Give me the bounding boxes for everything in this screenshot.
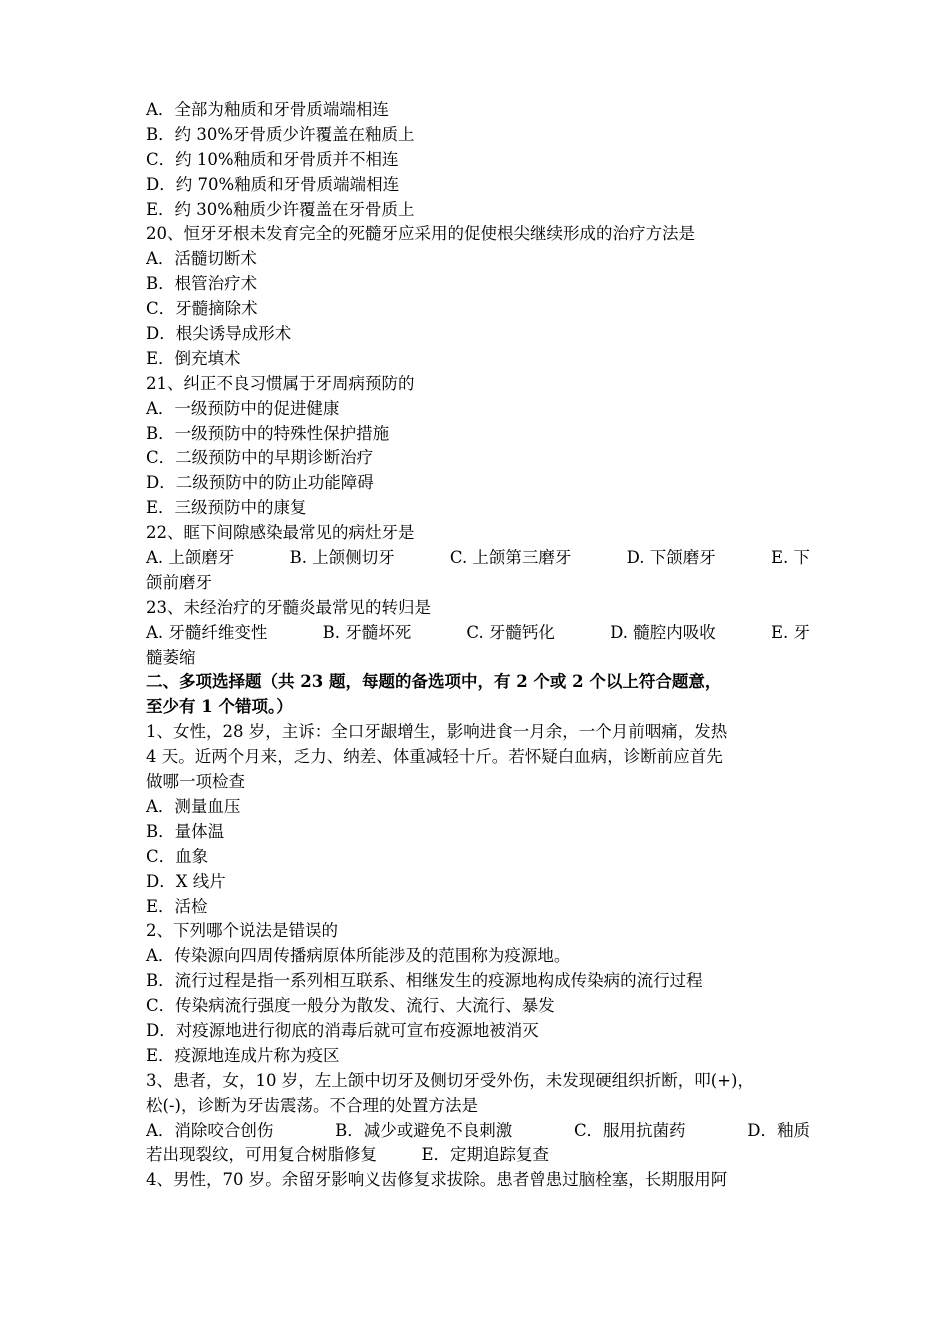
mq3-option-d-continued: 若出现裂纹，可用复合树脂修复 xyxy=(146,1145,377,1165)
q23-option-d: D. 髓腔内吸收 xyxy=(610,622,716,642)
q20-option-d: D．根尖诱导成形术 xyxy=(146,324,292,344)
q22-option-b: B. 上颌侧切牙 xyxy=(289,548,395,568)
mq3-options-row-2 xyxy=(146,1143,810,1168)
mq3-line-1: 3、患者，女，10 岁，左上颌中切牙及侧切牙受外伤，未发现硬组织折断，叩(+)， xyxy=(146,1070,754,1090)
q21-option-c: C．二级预防中的早期诊断治疗 xyxy=(146,448,374,468)
mq3-line-2: 松(-)，诊断为牙齿震荡。不合理的处置方法是 xyxy=(146,1095,478,1115)
mq1-option-b: B．量体温 xyxy=(146,821,225,841)
mq4-line-1: 4、男性，70 岁。余留牙影响义齿修复求拔除。患者曾患过脑栓塞，长期服用阿 xyxy=(146,1170,728,1190)
q23-option-b: B. 牙髓坏死 xyxy=(322,622,412,642)
q23-option-a: A. 牙髓纤维变性 xyxy=(146,622,268,642)
q21-option-b: B．一级预防中的特殊性保护措施 xyxy=(146,423,390,443)
option-e: E．约 30%釉质少许覆盖在牙骨质上 xyxy=(146,199,415,219)
mq1-line-2: 4 天。近两个月来，乏力、纳差、体重减轻十斤。若怀疑白血病，诊断前应首先 xyxy=(146,747,723,767)
mq1-option-d: D．X 线片 xyxy=(146,871,226,891)
option-c: C．约 10%釉质和牙骨质并不相连 xyxy=(146,149,399,169)
mq3-option-d: D．釉质 xyxy=(747,1120,810,1140)
q23-option-e-continued: 髓萎缩 xyxy=(146,647,196,667)
q21-option-e: E．三级预防中的康复 xyxy=(146,498,307,518)
question-20: 20、恒牙牙根未发育完全的死髓牙应采用的促使根尖继续形成的治疗方法是 xyxy=(146,224,695,244)
q23-options-row xyxy=(146,621,810,646)
option-d: D．约 70%釉质和牙骨质端端相连 xyxy=(146,174,400,194)
q22-options-row xyxy=(146,546,810,571)
q21-option-a: A．一级预防中的促进健康 xyxy=(146,398,340,418)
mq2-option-e: E．疫源地连成片称为疫区 xyxy=(146,1045,340,1065)
q22-option-e: E. 下 xyxy=(770,548,810,568)
q22-option-c: C. 上颌第三磨牙 xyxy=(449,548,572,568)
option-b: B．约 30%牙骨质少许覆盖在釉质上 xyxy=(146,124,415,144)
q20-option-b: B．根管治疗术 xyxy=(146,274,258,294)
mq2-option-a: A．传染源向四周传播病原体所能涉及的范围称为疫源地。 xyxy=(146,946,571,966)
mq2-option-d: D．对疫源地进行彻底的消毒后就可宣布疫源地被消灭 xyxy=(146,1020,539,1040)
mq3-option-c: C．服用抗菌药 xyxy=(573,1120,686,1140)
mq2-option-c: C．传染病流行强度一般分为散发、流行、大流行、暴发 xyxy=(146,996,555,1016)
q20-option-a: A．活髓切断术 xyxy=(146,249,257,269)
mq1-option-a: A．测量血压 xyxy=(146,796,241,816)
section-2-heading-continued: 至少有 1 个错项。） xyxy=(146,697,293,717)
mq2-option-b: B．流行过程是指一系列相互联系、相继发生的疫源地构成传染病的流行过程 xyxy=(146,971,703,991)
document-page xyxy=(146,98,810,1193)
q21-option-d: D．二级预防中的防止功能障碍 xyxy=(146,473,374,493)
mq1-line-3: 做哪一项检查 xyxy=(146,772,245,792)
option-a: A．全部为釉质和牙骨质端端相连 xyxy=(146,100,389,119)
question-23: 23、未经治疗的牙髓炎最常见的转归是 xyxy=(146,597,431,617)
mq3-option-b: B．减少或避免不良刺激 xyxy=(335,1120,513,1140)
section-2-heading: 二、多项选择题（共 23 题，每题的备选项中，有 2 个或 2 个以上符合题意， xyxy=(146,672,722,692)
q20-option-e: E．倒充填术 xyxy=(146,348,241,368)
mq1-option-e: E．活检 xyxy=(146,896,208,916)
q22-option-e-continued: 颌前磨牙 xyxy=(146,572,212,592)
mq1-option-c: C．血象 xyxy=(146,846,209,866)
q22-option-a: A. 上颌磨牙 xyxy=(146,548,235,568)
question-21: 21、纠正不良习惯属于牙周病预防的 xyxy=(146,373,415,393)
mq3-options-row xyxy=(146,1119,810,1144)
q22-option-d: D. 下颌磨牙 xyxy=(626,548,716,568)
q20-option-c: C．牙髓摘除术 xyxy=(146,299,258,319)
q23-option-c: C. 牙髓钙化 xyxy=(466,622,555,642)
q23-option-e: E. 牙 xyxy=(770,622,810,642)
question-22: 22、眶下间隙感染最常见的病灶牙是 xyxy=(146,523,415,543)
mq3-option-a: A．消除咬合创伤 xyxy=(146,1120,274,1140)
mq3-option-e: E．定期追踪复查 xyxy=(421,1145,550,1165)
mq1-line-1: 1、女性，28 岁，主诉：全口牙龈增生，影响进食一月余，一个月前咽痛，发热 xyxy=(146,722,728,742)
mq2: 2、下列哪个说法是错误的 xyxy=(146,921,338,941)
